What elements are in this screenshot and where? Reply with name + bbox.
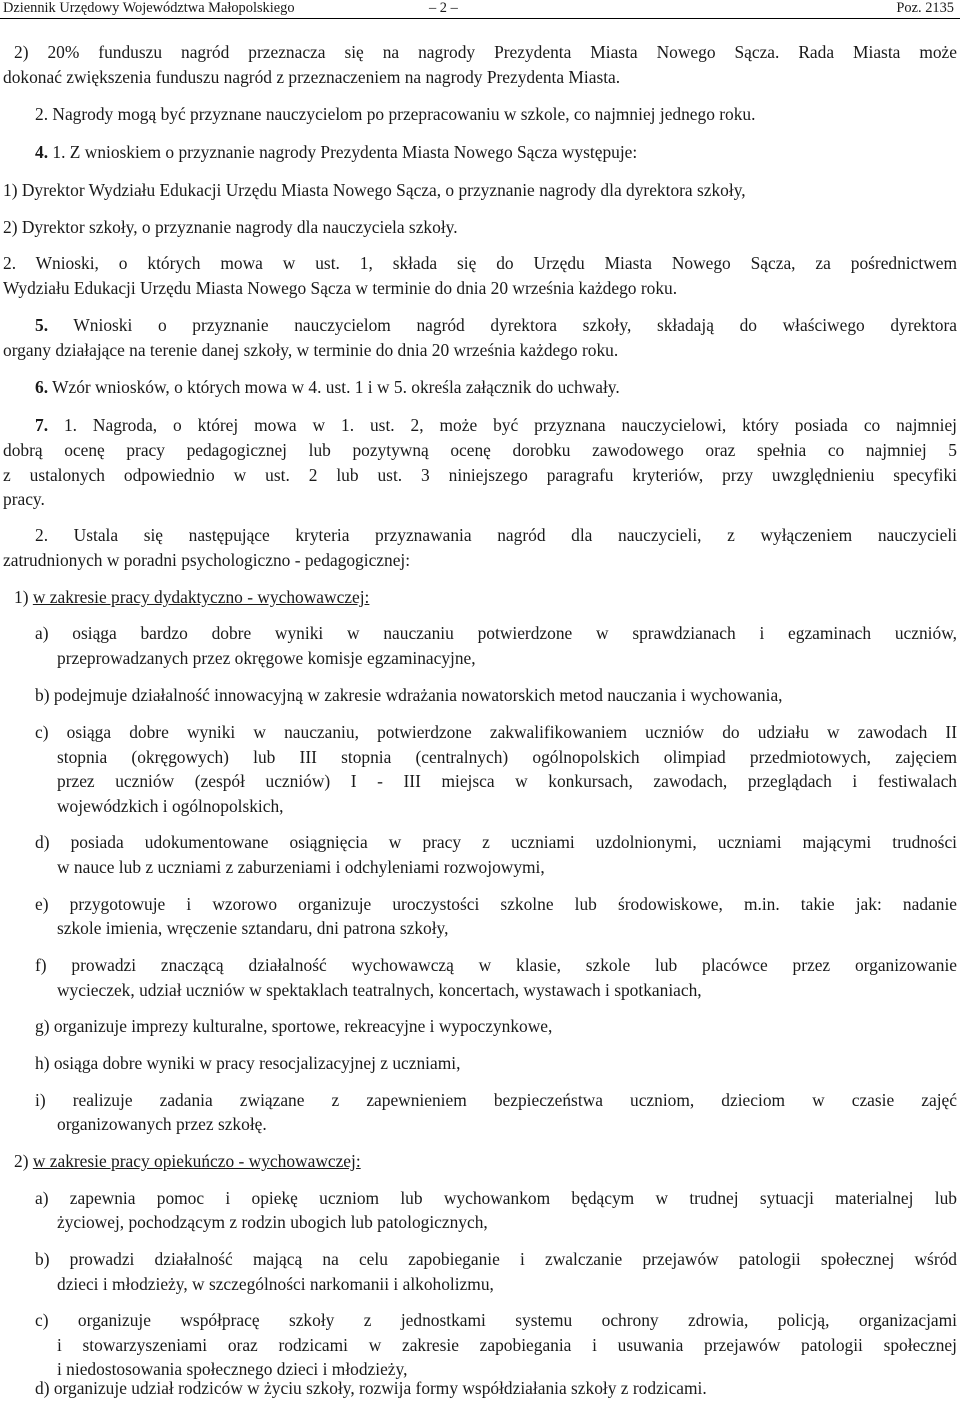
section-7-line: [35, 413, 957, 438]
criterion-e-cont: szkole imienia, wręczenie sztandaru, dni patrona szkoły,: [57, 918, 449, 938]
list-item: 2) Dyrektor szkoły, o przyznanie nagrody dla nauczyciela szkoły.: [3, 217, 458, 237]
paragraph-line: 2) 20% funduszu nagród przeznacza się na nagrody Prezydenta Miasta Nowego Sącza. Rada Miasta może: [14, 42, 957, 62]
paragraph-line: 2. Nagrody mogą być przyznane nauczycielom po przepracowaniu w szkole, co najmniej jednego roku.: [35, 104, 756, 124]
section-number: 1): [14, 587, 33, 607]
section-4-heading: [35, 140, 637, 165]
criterion-f-cont: wycieczek, udział uczniów w spektaklach teatralnych, koncertach, wystawach i spotkaniach,: [57, 980, 702, 1000]
criterion-a2: a) zapewnia pomoc i opiekę uczniom lub wychowankom będącym w trudnej sytuacji materialnej lub: [35, 1188, 957, 1208]
criterion-c2: c) organizuje współpracę szkoły z jednostkami systemu ochrony zdrowia, policją, organizacjami: [35, 1310, 957, 1330]
criterion-a: a) osiąga bardzo dobre wyniki w nauczaniu potwierdzone w sprawdzianach i egzaminach uczniów,: [35, 623, 957, 643]
criterion-i: i) realizuje zadania związane z zapewnieniem bezpieczeństwa uczniom, dzieciom w czasie zajęć: [35, 1090, 957, 1110]
criterion-c2-cont: i niedostosowania społecznego dzieci i młodzieży,: [57, 1359, 408, 1379]
paragraph-line: 2. Ustala się następujące kryteria przyznawania nagród dla nauczycieli, z wyłączeniem nauczycieli: [35, 525, 957, 545]
list-item: 1) Dyrektor Wydziału Edukacji Urzędu Miasta Nowego Sącza, o przyznanie nagrody dla dyrektora szkoły,: [3, 180, 746, 200]
page-header: [0, 0, 960, 16]
section-mark: 7.: [35, 415, 49, 435]
paragraph-line: Wydziału Edukacji Urzędu Miasta Nowego Sącza w terminie do dnia 20 września każdego roku.: [3, 278, 678, 298]
criterion-f: f) prowadzi znaczącą działalność wychowawczą w klasie, szkole lub placówce przez organizowanie: [35, 955, 957, 975]
criterion-a2-cont: życiowej, pochodzącym z rodzin ubogich lub patologicznych,: [57, 1212, 488, 1232]
criterion-c2-cont: i stowarzyszeniami oraz rodzicami w zakresie zapobiegania i usuwania przejawów patologii społecznej: [57, 1335, 957, 1355]
paragraph-line: organy działające na terenie danej szkoły, w terminie do dnia 20 września każdego roku.: [3, 340, 619, 360]
paragraph-line: pracy.: [3, 489, 45, 509]
section-number: 2): [14, 1151, 33, 1171]
paragraph-line: 2. Wnioski, o których mowa w ust. 1, składa się do Urzędu Miasta Nowego Sącza, za pośrednictwem: [3, 253, 957, 273]
header-divider: [0, 18, 960, 19]
criteria-section-2-heading: [14, 1149, 361, 1174]
paragraph-line: zatrudnionych w poradni psychologiczno - pedagogicznej:: [3, 550, 411, 570]
section-text: 1. Z wnioskiem o przyznanie nagrody Prezydenta Miasta Nowego Sącza występuje:: [48, 142, 638, 162]
section-mark: 5.: [35, 315, 49, 335]
criterion-c-cont: wojewódzkich i ogólnopolskich,: [57, 796, 284, 816]
section-text: 1. Nagroda, o której mowa w 1. ust. 2, może być przyznana nauczycielowi, który posiada co najmniej: [48, 415, 957, 435]
section-title: w zakresie pracy opiekuńczo - wychowawczej:: [32, 1151, 361, 1171]
section-mark: 6.: [35, 377, 49, 397]
section-6-line: [35, 375, 620, 400]
criterion-d2: d) organizuje udział rodziców w życiu szkoły, rozwija formy współdziałania szkoły z rodzicami.: [35, 1378, 707, 1398]
section-title: w zakresie pracy dydaktyczno - wychowawczej:: [32, 587, 370, 607]
section-text: Wzór wniosków, o których mowa w 4. ust. 1 i w 5. określa załącznik do uchwały.: [48, 377, 620, 397]
criterion-d-cont: w nauce lub z uczniami z zaburzeniami i odchyleniami rozwojowymi,: [57, 857, 545, 877]
criterion-i-cont: organizowanych przez szkołę.: [57, 1114, 267, 1134]
section-5-line: [35, 313, 957, 338]
criterion-h: h) osiąga dobre wyniki w pracy resocjalizacyjnej z uczniami,: [35, 1053, 461, 1073]
criterion-c-cont: stopnia (okręgowych) lub III stopnia (centralnych) ogólnopolskich olimpiad przedmiotowych, zajęciem: [57, 747, 957, 767]
section-mark: 4.: [35, 142, 49, 162]
criterion-g: g) organizuje imprezy kulturalne, sportowe, rekreacyjne i wypoczynkowe,: [35, 1016, 553, 1036]
journal-title: Dziennik Urzędowy Województwa Małopolskiego: [3, 0, 295, 16]
criterion-a-cont: przeprowadzanych przez okręgowe komisje egzaminacyjne,: [57, 648, 476, 668]
position-number: Poz. 2135: [896, 0, 954, 16]
criterion-d: d) posiada udokumentowane osiągnięcia w pracy z uczniami uzdolnionymi, uczniami mającymi trudności: [35, 832, 957, 852]
criterion-b: b) podejmuje działalność innowacyjną w zakresie wdrażania nowatorskich metod nauczania i wychowania,: [35, 685, 783, 705]
criterion-c: c) osiąga dobre wyniki w nauczaniu, potwierdzone zakwalifikowaniem uczniów do udziału w zawodach II: [35, 722, 957, 742]
criterion-e: e) przygotowuje i wzorowo organizuje uroczystości szkolne lub środowiskowe, m.in. takie jak: nadanie: [35, 894, 957, 914]
paragraph-line: dobrą ocenę pracy pedagogicznej lub pozytywną ocenę dorobku zawodowego oraz spełnia co najmniej 5: [3, 440, 957, 460]
paragraph-line: z ustalonych odpowiednio w ust. 2 lub ust. 3 niniejszego paragrafu kryteriów, przy uwzględnieniu specyfiki: [3, 465, 957, 485]
section-text: Wnioski o przyznanie nauczycielom nagród dyrektora szkoły, składają do właściwego dyrektora: [48, 315, 957, 335]
criteria-section-1-heading: [14, 585, 369, 610]
criterion-c-cont: przez uczniów (zespół uczniów) I - III miejsca w konkursach, zawodach, przeglądach i festiwalach: [57, 771, 957, 791]
criterion-b2: b) prowadzi działalność mającą na celu zapobieganie i zwalczanie przejawów patologii społecznej wśród: [35, 1249, 957, 1269]
paragraph-line: dokonać zwiększenia funduszu nagród z przeznaczeniem na nagrody Prezydenta Miasta.: [3, 67, 621, 87]
page-number: – 2 –: [429, 0, 458, 16]
criterion-b2-cont: dzieci i młodzieży, w szczególności narkomanii i alkoholizmu,: [57, 1274, 494, 1294]
